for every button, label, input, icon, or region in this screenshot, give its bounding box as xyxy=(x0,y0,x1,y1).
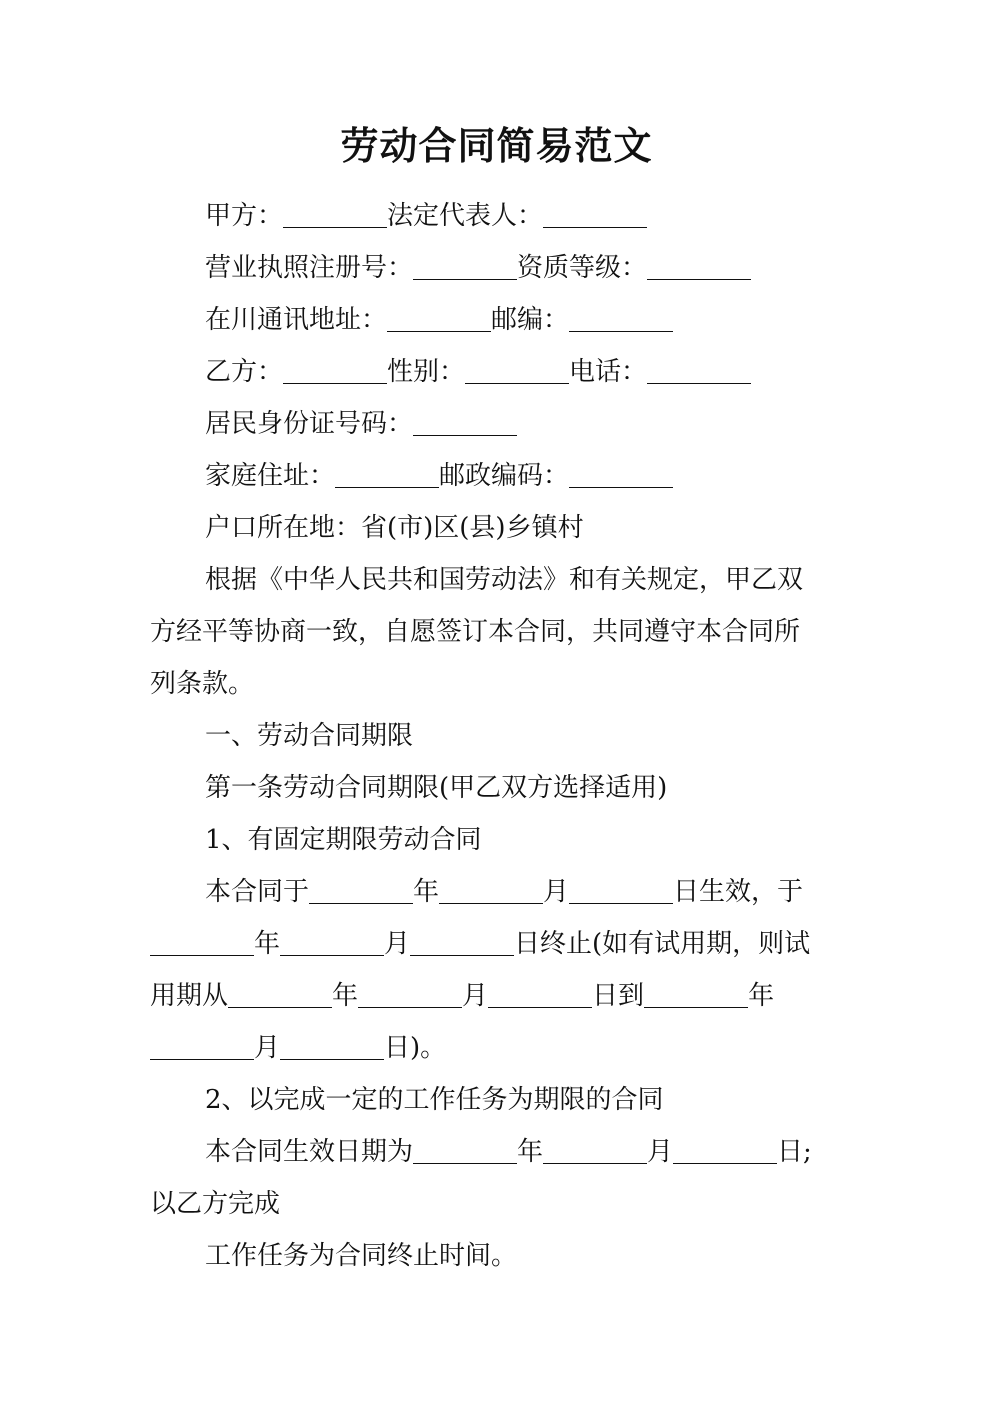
item-2-line-2: 以乙方完成 xyxy=(150,1189,281,1219)
year-unit: 年 xyxy=(413,877,440,907)
item-2-line-3: 工作任务为合同终止时间。 xyxy=(205,1241,518,1271)
probation-start-month-blank xyxy=(358,977,462,1008)
item-1-line-4 xyxy=(150,1028,446,1068)
postcode-label: 邮编： xyxy=(491,305,570,335)
party-a-label: 甲方： xyxy=(205,201,284,231)
gender-label: 性别： xyxy=(387,357,466,387)
month-unit: 月 xyxy=(254,1033,281,1063)
address-line xyxy=(205,300,673,340)
probation-end-year-blank xyxy=(644,977,748,1008)
probation-prefix: 用期从 xyxy=(150,981,229,1011)
item-2-suffix: 日; xyxy=(777,1137,812,1167)
document-title: 劳动合同简易范文 xyxy=(340,123,653,168)
phone-blank xyxy=(647,353,751,384)
effective-suffix: 日生效，于 xyxy=(673,877,804,907)
license-line xyxy=(205,248,751,288)
month-unit: 月 xyxy=(543,877,570,907)
probation-suffix: 日)。 xyxy=(384,1033,447,1063)
item-1-line-1 xyxy=(205,872,803,912)
home-blank xyxy=(335,457,439,488)
gender-blank xyxy=(465,353,569,384)
termination-suffix: 日终止(如有试用期，则试 xyxy=(514,929,811,959)
section-heading: 一、劳动合同期限 xyxy=(205,721,414,751)
year-unit: 年 xyxy=(517,1137,544,1167)
item-1-line-2 xyxy=(150,924,810,964)
item-1-line-3 xyxy=(150,976,774,1016)
start-month-blank xyxy=(439,873,543,904)
party-b-blank xyxy=(283,353,387,384)
hukou-line: 户口所在地：省(市)区(县)乡镇村 xyxy=(205,513,584,543)
postal-label: 邮政编码： xyxy=(439,461,570,491)
party-a-blank xyxy=(283,197,387,228)
item-2-year-blank xyxy=(413,1133,517,1164)
end-month-blank xyxy=(280,925,384,956)
party-b-line xyxy=(205,352,751,392)
probation-start-day-blank xyxy=(488,977,592,1008)
home-label: 家庭住址： xyxy=(205,461,336,491)
month-unit: 月 xyxy=(647,1137,674,1167)
year-unit: 年 xyxy=(748,981,775,1011)
address-blank xyxy=(387,301,491,332)
probation-end-day-blank xyxy=(280,1029,384,1060)
item-1-heading: 1、有固定期限劳动合同 xyxy=(205,825,482,855)
postcode-blank xyxy=(569,301,673,332)
legal-rep-label: 法定代表人： xyxy=(387,201,544,231)
month-unit: 月 xyxy=(462,981,489,1011)
preamble-line-2: 方经平等协商一致，自愿签订本合同，共同遵守本合同所 xyxy=(150,617,801,647)
start-day-blank xyxy=(569,873,673,904)
month-unit: 月 xyxy=(384,929,411,959)
item-2-month-blank xyxy=(543,1133,647,1164)
probation-to: 日到 xyxy=(592,981,645,1011)
article-heading: 第一条劳动合同期限(甲乙双方选择适用) xyxy=(205,773,668,803)
probation-start-year-blank xyxy=(228,977,332,1008)
end-year-blank xyxy=(150,925,254,956)
home-line xyxy=(205,456,673,496)
preamble-line-1: 根据《中华人民共和国劳动法》和有关规定，甲乙双 xyxy=(205,565,804,595)
item-2-day-blank xyxy=(673,1133,777,1164)
id-blank xyxy=(413,405,517,436)
address-label: 在川通讯地址： xyxy=(205,305,388,335)
license-label: 营业执照注册号： xyxy=(205,253,414,283)
legal-rep-blank xyxy=(543,197,647,228)
item-2-line-1 xyxy=(205,1132,812,1172)
qualification-label: 资质等级： xyxy=(517,253,648,283)
year-unit: 年 xyxy=(332,981,359,1011)
end-day-blank xyxy=(410,925,514,956)
year-unit: 年 xyxy=(254,929,281,959)
id-label: 居民身份证号码： xyxy=(205,409,414,439)
item-2-prefix: 本合同生效日期为 xyxy=(205,1137,414,1167)
postal-blank xyxy=(569,457,673,488)
effective-prefix: 本合同于 xyxy=(205,877,310,907)
party-a-line xyxy=(205,196,647,236)
qualification-blank xyxy=(647,249,751,280)
item-2-heading: 2、以完成一定的工作任务为期限的合同 xyxy=(205,1085,664,1115)
start-year-blank xyxy=(309,873,413,904)
preamble-line-3: 列条款。 xyxy=(150,669,255,699)
license-blank xyxy=(413,249,517,280)
probation-end-month-blank xyxy=(150,1029,254,1060)
phone-label: 电话： xyxy=(569,357,648,387)
party-b-label: 乙方： xyxy=(205,357,284,387)
id-line xyxy=(205,404,517,444)
